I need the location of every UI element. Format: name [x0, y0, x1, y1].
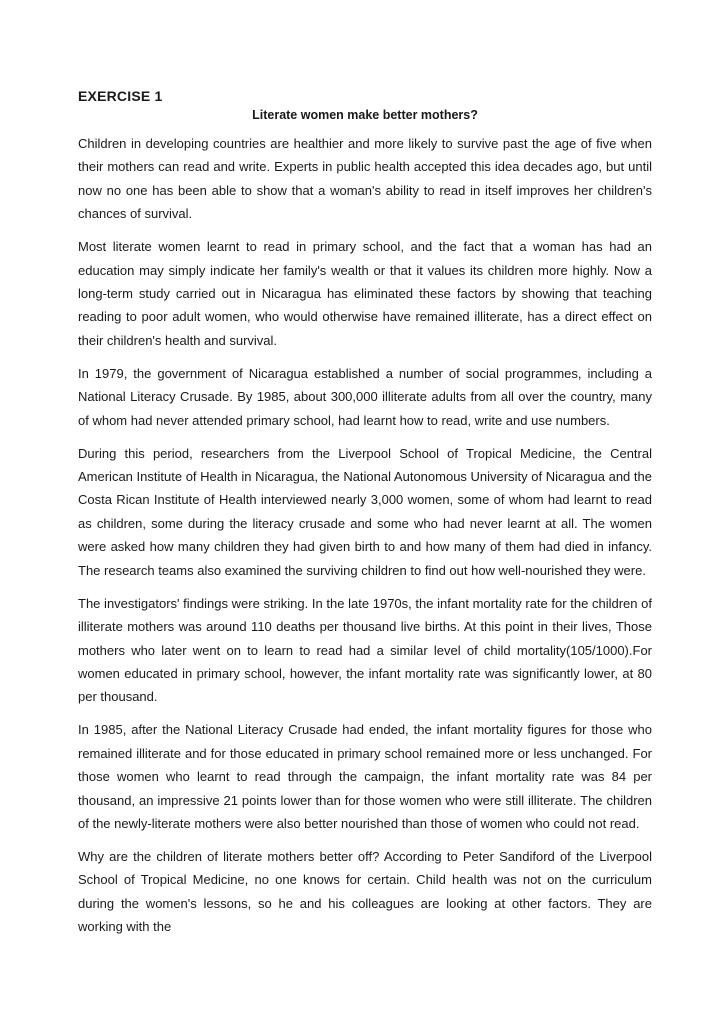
paragraph-5: The investigators' findings were striking. In the late 1970s, the infant mortality rate for the children of illiterate mothers was around 110 deaths per thousand live births. At this point in their lives, Those mothers who later went on to learn to read had a similar level of child mortality(105/1000).For women educated in primary school, however, the infant mortality rate was significantly lower, at 80 per thousand.: [78, 595, 652, 705]
exercise-heading: EXERCISE 1: [78, 88, 163, 104]
paragraph-2: Most literate women learnt to read in primary school, and the fact that a woman has had an education may simply indicate her family's wealth or that it values its children more highly. Now a long-term study carried out in Nicaragua has eliminated these factors by showing that teaching reading to poor adult women, who would otherwise have remained illiterate, has a direct effect on their children's health and survival.: [78, 239, 652, 348]
paragraph-7: Why are the children of literate mothers better off? According to Peter Sandiford of the Liverpool School of Tropical Medicine, no one knows for certain. Child health was not on the curriculum during the women's lessons, so he and his colleagues are looking at other factors. They are working with the: [78, 848, 652, 935]
paragraph-1: Children in developing countries are healthier and more likely to survive past the age of five when their mothers can read and write. Experts in public health accepted this idea decades ago, but until now no one has been able to show that a woman's ability to read in itself improves her children's chances of survival.: [78, 136, 652, 222]
paragraph-6: In 1985, after the National Literacy Crusade had ended, the infant mortality figures for those who remained illiterate and for those educated in primary school remained more or less unchanged. For those women who learnt to read through the campaign, the infant mortality rate was 84 per thousand, an impressive 21 points lower than for those women who were still illiterate. The children of the newly-literate mothers were also better nourished than those of women who could not read.: [78, 722, 652, 831]
paragraph-3: In 1979, the government of Nicaragua established a number of social programmes, including a National Literacy Crusade. By 1985, about 300,000 illiterate adults from all over the country, many of whom had never attended primary school, had learnt how to read, write and use numbers.: [78, 365, 652, 428]
document-title: Literate women make better mothers?: [252, 108, 478, 122]
paragraph-4: During this period, researchers from the Liverpool School of Tropical Medicine, the Central American Institute of Health in Nicaragua, the National Autonomous University of Nicaragua and the Costa Rican Institute of Health interviewed nearly 3,000 women, some of whom had learnt to read as children, some during the literacy crusade and some who had never learnt at all. The women were asked how many children they had given birth to and how many of them had died in infancy. The research teams also examined the surviving children to find out how well-nourished they were.: [78, 445, 652, 578]
